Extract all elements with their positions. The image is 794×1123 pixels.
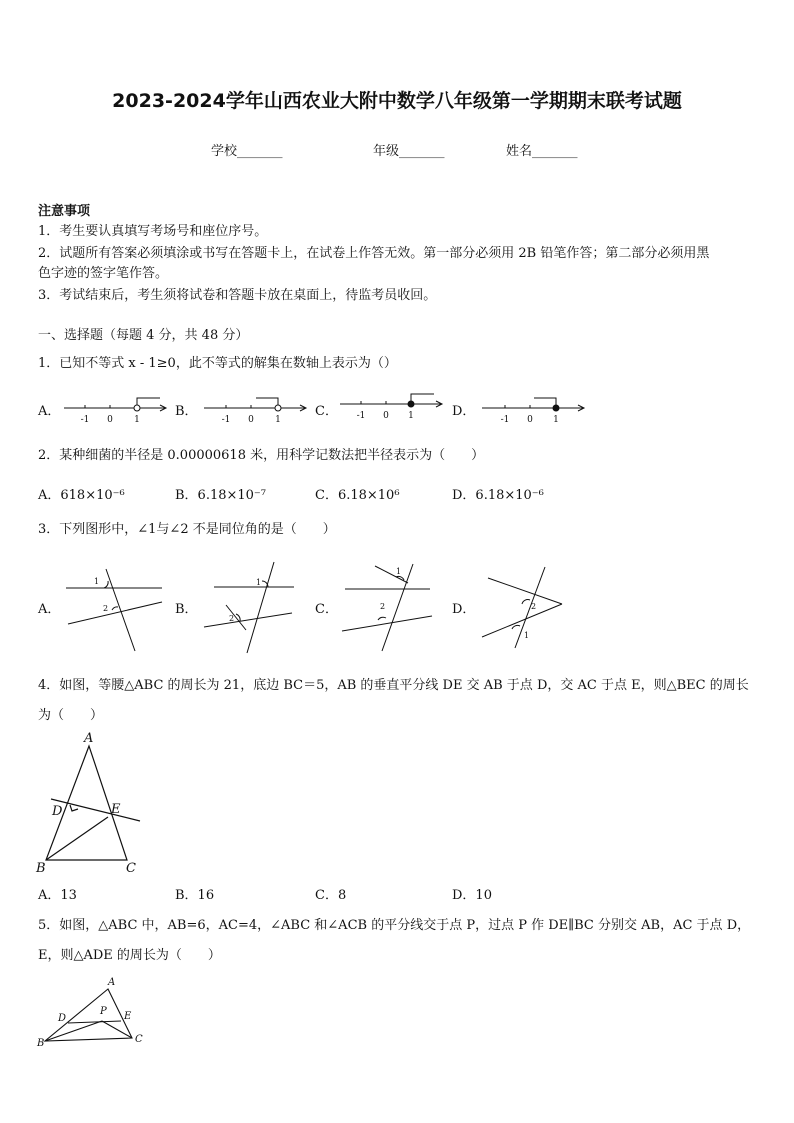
q3-option-c: C． — [315, 602, 338, 617]
point-label-c: C — [135, 1034, 143, 1045]
angle-label: 2 — [103, 604, 109, 613]
q2-option-c: C．6.18×10⁶ — [315, 488, 400, 503]
q3-option-b: B． — [175, 602, 198, 617]
q1-option-a: A． — [38, 404, 61, 419]
q4-option-b: B．16 — [175, 888, 215, 903]
angle-label: 2 — [380, 602, 386, 611]
q1-option-c: C． — [315, 404, 338, 419]
point-label-a: A — [84, 731, 94, 746]
q5-stem-cont: E，则△ADE 的周长为（ ） — [38, 948, 221, 963]
point-label-d: D — [58, 1013, 67, 1024]
angle-label: 2 — [531, 602, 537, 611]
tick-label: -1 — [221, 415, 231, 425]
angle-label: 2 — [229, 614, 235, 623]
page-title: 2023-2024学年山西农业大附中数学八年级第一学期期末联考试题 — [112, 90, 682, 112]
point-label-e: E — [124, 1011, 132, 1022]
angle-label: 1 — [94, 577, 100, 586]
point-label-e: E — [111, 802, 121, 817]
q4-option-c: C．8 — [315, 888, 347, 903]
q5-stem: 5．如图，△ABC 中，AB=6，AC=4，∠ABC 和∠ACB 的平分线交于点 P，过点 P 作 DE∥BC 分别交 AB，AC 于点 D， — [38, 918, 751, 933]
tick-label: 1 — [408, 411, 414, 421]
q1-option-d: D． — [452, 404, 476, 419]
q2-stem: 2．某种细菌的半径是 0.00000618 米，用科学记数法把半径表示为（ ） — [38, 448, 485, 463]
tick-label: 0 — [107, 415, 113, 425]
angle-label: 1 — [256, 578, 262, 587]
q3-option-d: D． — [452, 602, 476, 617]
tick-label: 1 — [553, 415, 559, 425]
notice-item-2: 2．试题所有答案必须填涂或书写在答题卡上，在试卷上作答无效。第一部分必须用 2B 铅笔作答；第二部分必须用黑 — [38, 246, 710, 261]
q1-stem: 1．已知不等式 x - 1≥0，此不等式的解集在数轴上表示为（） — [38, 356, 397, 371]
q4-stem: 4．如图，等腰△ABC 的周长为 21，底边 BC＝5，AB 的垂直平分线 DE 交 AB 于点 D，交 AC 于点 E，则△BEC 的周长 — [38, 678, 749, 693]
point-label-c: C — [126, 861, 136, 876]
q2-option-a: A．618×10⁻⁶ — [38, 488, 125, 503]
q4-stem-cont: 为（ ） — [38, 708, 104, 723]
tick-label: 0 — [527, 415, 533, 425]
tick-label: 0 — [248, 415, 254, 425]
tick-label: -1 — [500, 415, 510, 425]
q3-stem: 3．下列图形中，∠1与∠2 不是同位角的是（ ） — [38, 522, 336, 537]
point-label-b: B — [37, 1038, 45, 1049]
tick-label: -1 — [356, 411, 366, 421]
point-label-p: P — [100, 1006, 107, 1017]
point-label-b: B — [36, 861, 46, 876]
point-label-a: A — [108, 977, 116, 988]
school-field: 学校_______ — [211, 144, 283, 159]
q3-option-a: A． — [38, 602, 61, 617]
grade-field: 年级_______ — [373, 144, 445, 159]
q2-option-d: D．6.18×10⁻⁶ — [452, 488, 544, 503]
section-heading: 一、选择题（每题 4 分，共 48 分） — [38, 328, 249, 343]
tick-label: 1 — [134, 415, 140, 425]
angle-label: 1 — [524, 631, 530, 640]
tick-label: -1 — [80, 415, 90, 425]
q1-option-b: B． — [175, 404, 198, 419]
notice-heading: 注意事项 — [38, 204, 91, 219]
notice-item-2-cont: 色字迹的签字笔作答。 — [38, 266, 169, 281]
angle-label: 1 — [396, 567, 402, 576]
tick-label: 0 — [383, 411, 389, 421]
q4-option-a: A．13 — [38, 888, 77, 903]
notice-item-3: 3．考试结束后，考生须将试卷和答题卡放在桌面上，待监考员收回。 — [38, 288, 437, 303]
q2-option-b: B．6.18×10⁻⁷ — [175, 488, 267, 503]
q4-option-d: D．10 — [452, 888, 492, 903]
name-field: 姓名_______ — [506, 144, 578, 159]
notice-item-1: 1．考生要认真填写考场号和座位序号。 — [38, 224, 268, 239]
point-label-d: D — [52, 804, 63, 819]
tick-label: 1 — [275, 415, 281, 425]
